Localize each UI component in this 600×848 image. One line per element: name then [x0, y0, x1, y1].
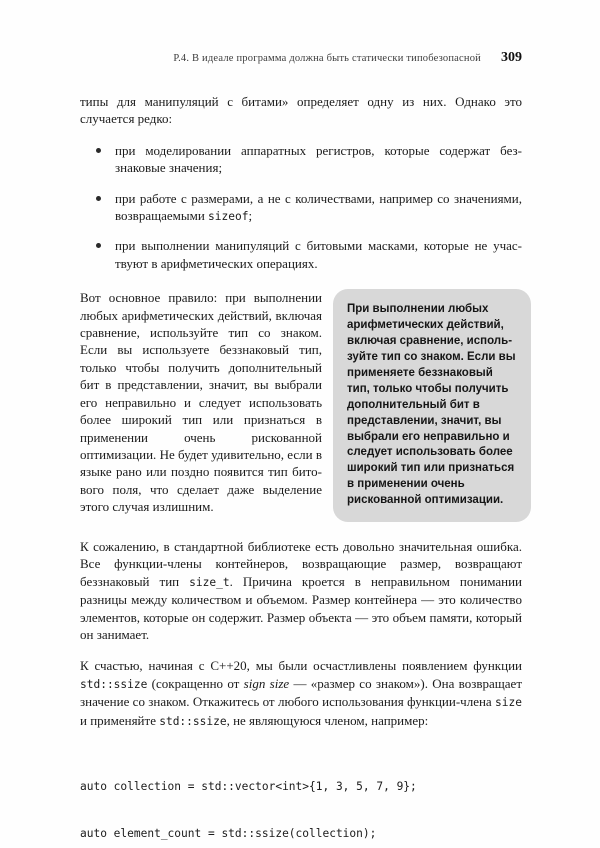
- rule-section: [80, 289, 522, 522]
- italic-term: sign size: [243, 675, 290, 691]
- inline-code: std::ssize: [80, 677, 148, 691]
- page-content: [80, 93, 522, 848]
- text-run: К сожалению, в стандартной библиотеке есть довольно значительная ошибка. Все функции-члены контейнеров, возвращающие размер, возвращают беззнаковый тип: [80, 539, 522, 589]
- inline-code: size_t: [189, 575, 230, 589]
- bullet-list: [80, 142, 522, 273]
- list-item: [80, 142, 522, 178]
- stdlib-paragraph: [80, 538, 522, 643]
- text-run: , не являющуюся членом, например:: [226, 712, 429, 728]
- page-number: 309: [501, 50, 522, 65]
- page-header: [80, 50, 522, 66]
- text-run: . Причина кроется в неправильном понимании разницы между количеством и объемом. Размер контейнера — это количество элементов, которые он содержит. Размер объекта — это объем памяти, который он занимает.: [80, 573, 523, 643]
- bullet-icon: [96, 148, 101, 153]
- inline-code: size: [495, 696, 522, 710]
- intro-paragraph: типы для манипуляций с битами» определяет одну из них. Однако это случается редко:: [80, 94, 522, 127]
- inline-code: sizeof: [208, 210, 249, 224]
- text-run: и применяйте: [80, 712, 160, 728]
- bullet-icon: [96, 243, 101, 248]
- bullet-text: [115, 191, 522, 223]
- list-item: [80, 190, 522, 226]
- bullet-text: [115, 238, 522, 270]
- text-run: ;: [248, 208, 253, 224]
- code-line: auto element_count = std::ssize(collection);: [80, 826, 377, 840]
- text-run: при выполнении манипуляций с битовыми масками, которые не участвуют в арифметических операциях.: [115, 238, 522, 271]
- bullet-icon: [96, 196, 101, 201]
- text-run: при моделировании аппаратных регистров, которые содержат беззнаковые значения;: [115, 142, 522, 176]
- text-run: (сокращенно от: [147, 675, 244, 691]
- code-line: auto collection = std::vector<int>{1, 3, 5, 7, 9};: [80, 780, 417, 794]
- running-title: Р.4. В идеале программа должна быть статически типобезопасной: [173, 53, 481, 64]
- text-run: при работе с размерами, а не с количествами, например со значениями, возвращаемыми: [115, 190, 522, 224]
- bullet-text: [115, 143, 522, 175]
- rule-paragraph: Вот основное правило: при выполнении любых арифметических действий, включая сравнение, используйте тип со знаком. Если вы используете беззнаковый тип, только чтобы получить дополнительный бит в представлении, значит, вы выбрали его неправильно и следует использовать более широкий тип или признаться в применении очень рискованной оптимизации. Не будет удивительно, если в языке рано или поздно появится тип битового поля, что сделает даже выделение этого случая излишним.: [80, 290, 322, 515]
- code-block: [80, 748, 522, 848]
- margin-note-box: При выполнении любых арифметических действий, включая сравнение, используйте тип со знаком. Если вы применяете беззнаковый тип, только чтобы получить дополнительный бит в представлении, значит, вы выбрали его неправильно и следует использовать более широкий тип или признаться в применении очень рискованной оптимизации.: [333, 289, 531, 522]
- list-item: [80, 237, 522, 273]
- fortunately-paragraph: [80, 657, 522, 730]
- text-run: К счастью, начиная с C++20, мы были осчастливлены появлением функции: [80, 658, 522, 674]
- text-run: — «размер со знаком»). Она возвращает значение со знаком. Откажитесь от любого использования функции-члена: [80, 675, 522, 710]
- inline-code: std::ssize: [159, 714, 227, 728]
